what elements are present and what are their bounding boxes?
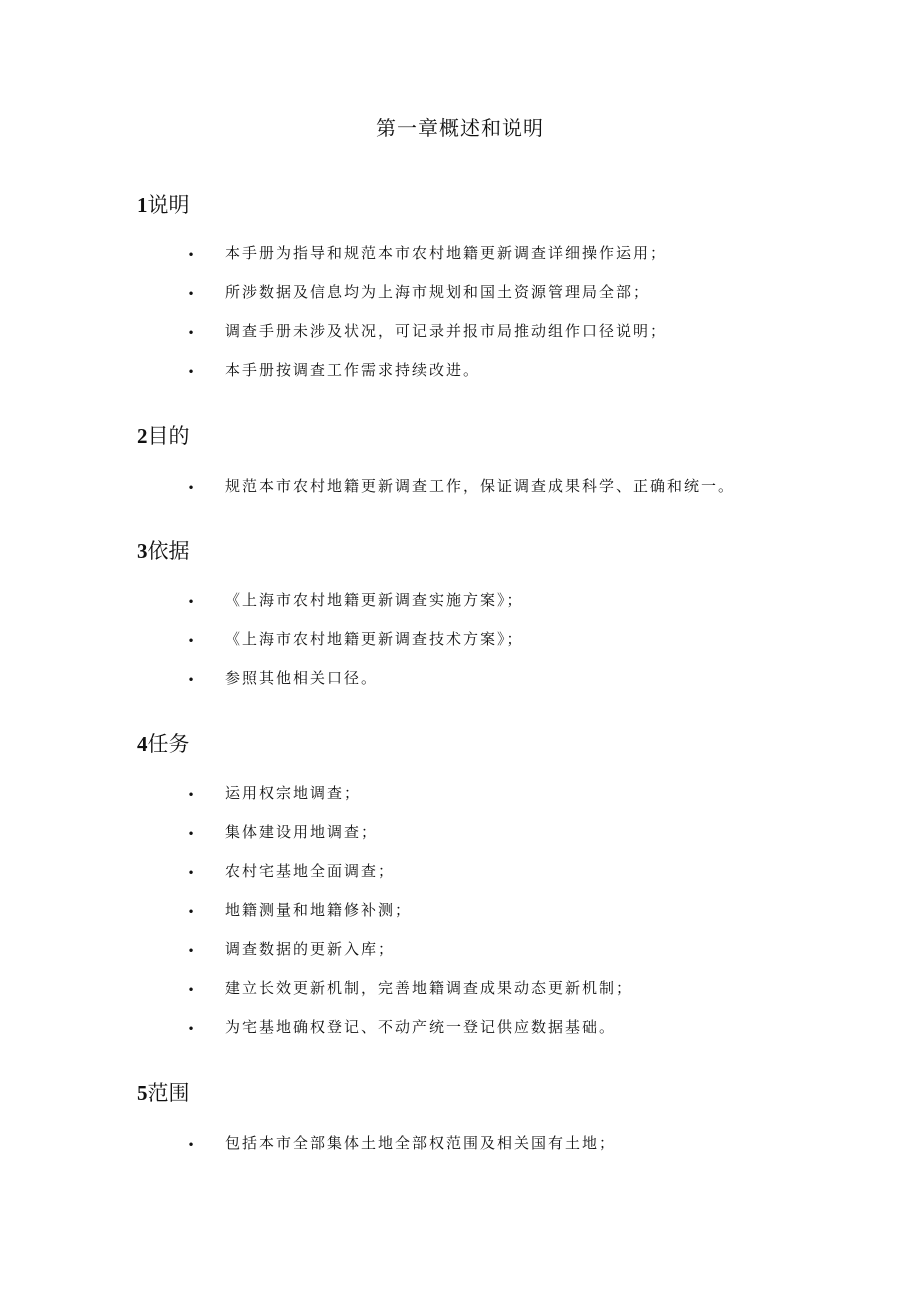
bullet-icon: • [187,481,195,495]
section-title: 说明 [147,193,190,217]
list-item: 《上海市农村地籍更新调查技术方案》； [225,630,524,648]
bullet-icon: • [187,673,195,687]
chapter-title: 第一章概述和说明 [376,116,544,140]
section-number: 2 [137,424,148,448]
list-item: 地籍测量和地籍修补测； [225,901,413,919]
list-item: 包括本市全部集体土地全部权范围及相关国有土地； [225,1134,617,1152]
bullet-icon: • [187,866,195,880]
list-item: 农村宅基地全面调查； [225,862,396,880]
section-heading-5 [137,1078,190,1108]
list-item: 本手册为指导和规范本市农村地籍更新调查详细操作运用； [225,244,668,262]
section-title: 任务 [147,732,190,756]
section-heading-4 [137,729,190,759]
list-item: 调查手册未涉及状况，可记录并报市局推动组作口径说明； [225,322,668,340]
section-heading-3 [137,536,190,566]
section-number: 1 [137,193,148,217]
bullet-icon: • [187,905,195,919]
bullet-icon: • [187,944,195,958]
section-number: 5 [137,1081,148,1105]
list-item: 《上海市农村地籍更新调查实施方案》； [225,591,524,609]
list-item: 本手册按调查工作需求持续改进。 [225,361,481,379]
bullet-icon: • [187,1138,195,1152]
list-item: 为宅基地确权登记、不动产统一登记供应数据基础。 [225,1018,617,1036]
bullet-icon: • [187,983,195,997]
bullet-icon: • [187,248,195,262]
list-item: 调查数据的更新入库； [225,940,396,958]
bullet-icon: • [187,1022,195,1036]
section-title: 范围 [147,1081,190,1105]
section-title: 目的 [147,424,190,448]
section-number: 3 [137,539,148,563]
bullet-icon: • [187,827,195,841]
bullet-icon: • [187,595,195,609]
section-heading-2 [137,421,190,451]
bullet-icon: • [187,287,195,301]
section-number: 4 [137,732,148,756]
bullet-icon: • [187,365,195,379]
list-item: 集体建设用地调查； [225,823,379,841]
section-title: 依据 [147,539,190,563]
bullet-icon: • [187,788,195,802]
section-heading-1 [137,190,190,220]
list-item: 参照其他相关口径。 [225,669,379,687]
list-item: 运用权宗地调查； [225,784,362,802]
bullet-icon: • [187,326,195,340]
bullet-icon: • [187,634,195,648]
list-item: 建立长效更新机制，完善地籍调查成果动态更新机制； [225,979,634,997]
list-item: 规范本市农村地籍更新调查工作，保证调查成果科学、正确和统一。 [225,477,736,495]
list-item: 所涉数据及信息均为上海市规划和国土资源管理局全部； [225,283,651,301]
